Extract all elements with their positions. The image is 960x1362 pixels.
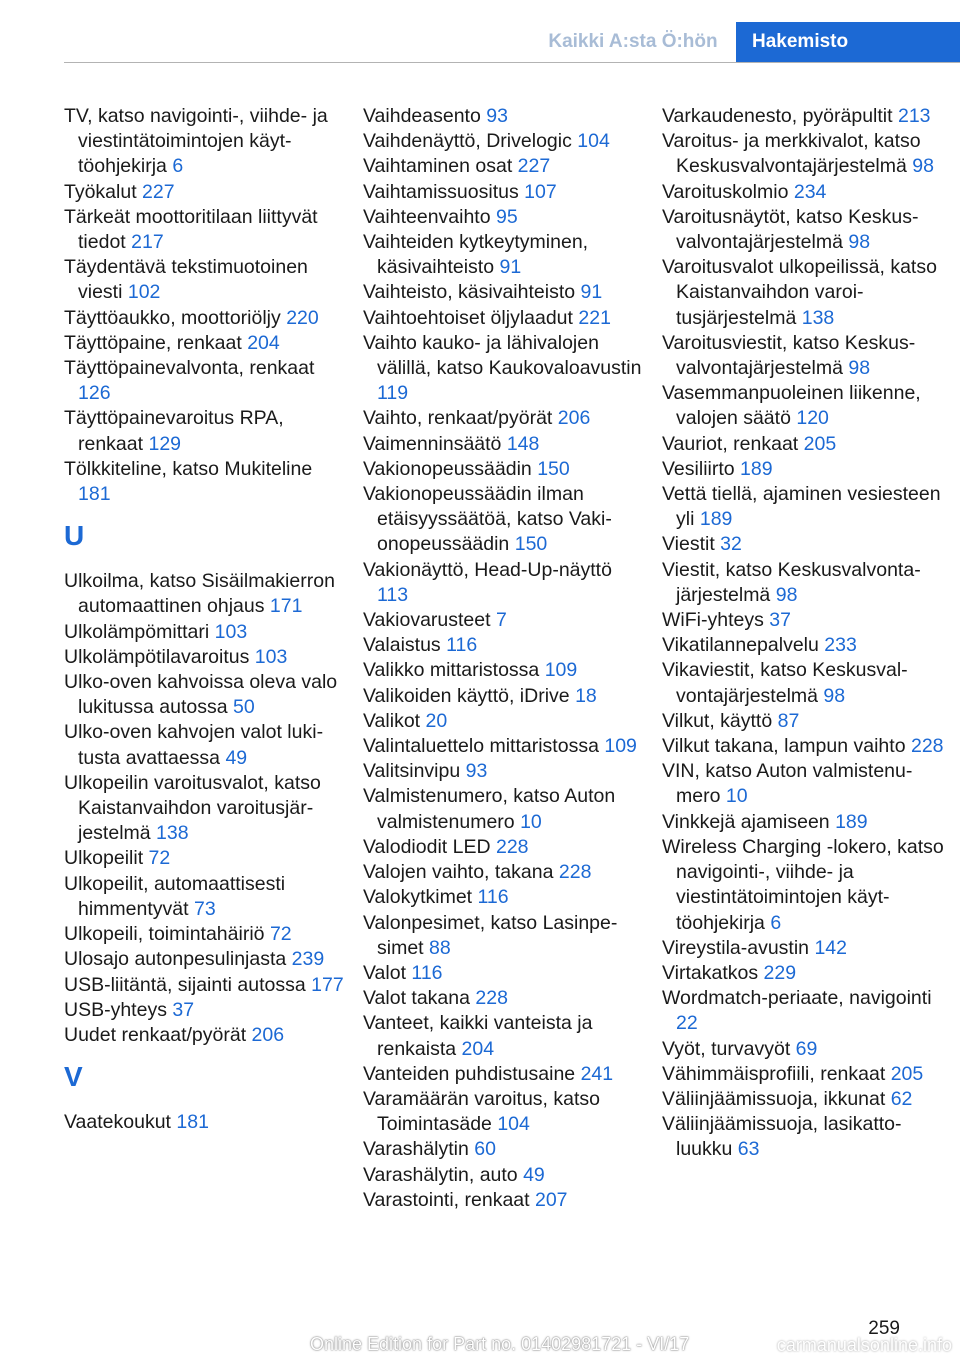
index-entry-text: Vaihteiden kytkeytyminen, käsivaihteisto — [363, 231, 589, 279]
page-reference-link[interactable]: 32 — [720, 533, 742, 556]
index-entry — [363, 961, 645, 986]
index-entry — [363, 180, 645, 205]
page-reference-link[interactable]: 93 — [486, 105, 508, 127]
index-entry-text: Ulkopeili, toimintahäiriö — [64, 923, 265, 946]
index-entry-text: Varoitusvalot ulkopeilissä, katso Kaistanvaihdon varoitusjärjestelmä — [662, 256, 937, 329]
index-entry-text: Ulko-oven kahvoissa oleva valo lukitussa autossa — [64, 671, 338, 719]
index-entry — [662, 558, 944, 608]
page-reference-link[interactable]: 227 — [142, 180, 175, 203]
index-entry — [363, 432, 645, 457]
index-entry-text: Ulko-oven kahvojen valot lukitusta avattaessa — [64, 721, 324, 769]
page-reference-link[interactable]: 228 — [558, 861, 592, 884]
index-entry-text: Vakionopeussäädin — [363, 457, 532, 480]
index-entry-text: Vakionäyttö, Head-Up-näyttö — [363, 558, 612, 581]
page-reference-link[interactable]: 72 — [148, 847, 171, 870]
page-reference-link[interactable]: 113 — [377, 583, 409, 606]
index-entry-text: TV, katso navigointi-, viihde- ja viestintätoimintojen käyttöohjekirja — [64, 105, 328, 178]
index-entry-text: USB-yhteys — [64, 998, 167, 1021]
index-entry-text: Valot takana — [363, 987, 470, 1010]
page-reference-link[interactable]: 104 — [577, 130, 610, 153]
index-entry — [363, 205, 645, 230]
index-entry — [64, 973, 346, 998]
index-entry-text: Vinkkejä ajamiseen — [662, 810, 830, 833]
index-entry-text: Ulkoilma, katso Sisäilmakierron automaattinen ohjaus — [64, 570, 335, 618]
page-reference-link[interactable]: 91 — [580, 281, 603, 304]
page-reference-link[interactable]: 189 — [835, 810, 868, 833]
index-entry-text: Wireless Charging -lokero, katso navigointi-, viihde- ja viestintätoimintojen käyttöohjekirja — [662, 835, 944, 934]
index-entry-text: USB-liitäntä, sijainti autossa — [64, 973, 306, 996]
page-reference-link[interactable]: 98 — [775, 583, 798, 606]
index-entry-text: Vikatilannepalvelu — [662, 634, 819, 657]
index-entry — [662, 180, 944, 205]
index-entry — [363, 759, 645, 784]
index-entry-text: Vettä tiellä, ajaminen vesiesteen yli — [662, 483, 941, 531]
index-entry — [662, 835, 944, 936]
page-reference-link[interactable]: 205 — [890, 1062, 924, 1085]
index-entry-text: Täydentävä tekstimuotoinen viesti — [64, 256, 308, 304]
page-reference-link[interactable]: 227 — [517, 155, 551, 178]
index-entry-text: Vaihdenäyttö, Drivelogic — [363, 130, 572, 153]
page-reference-link[interactable]: 50 — [233, 696, 255, 719]
index-entry — [662, 608, 944, 633]
index-entry-text: Vyöt, turvavyöt — [662, 1037, 791, 1060]
index-entry-text: Ulkolämpömittari — [64, 620, 210, 643]
index-entry-text: Täyttöpaine, renkaat — [64, 331, 242, 354]
index-entry-text: Vilkut takana, lampun vaihto — [662, 735, 906, 758]
page-reference-link[interactable]: 109 — [544, 659, 578, 682]
page-reference-link[interactable]: 205 — [803, 432, 837, 455]
index-entry — [64, 998, 346, 1023]
index-entry-text: Varoitus- ja merkkivalot, katso Keskusvalvontajärjestelmä — [662, 130, 921, 178]
index-entry — [363, 104, 645, 129]
page-reference-link[interactable]: 116 — [411, 961, 443, 984]
index-entry — [662, 709, 944, 734]
page-reference-link[interactable]: 62 — [890, 1087, 913, 1110]
index-entry-text: Viestit, katso Keskusvalvontajärjestelmä — [662, 558, 921, 606]
index-entry-text: Valitsinvipu — [363, 760, 461, 783]
index-letter-heading: U — [64, 520, 85, 552]
page-reference-link[interactable]: 228 — [495, 835, 529, 858]
page-reference-link[interactable]: 206 — [557, 407, 591, 430]
index-entry-text: Varoituskolmio — [662, 180, 789, 203]
index-entry — [64, 180, 346, 205]
index-entry-text: Uudet renkaat/pyörät — [64, 1023, 247, 1046]
index-entry-text: Vilkut, käyttö — [662, 709, 773, 732]
index-entry — [662, 961, 944, 986]
index-entry — [363, 835, 645, 860]
index-entry — [662, 986, 944, 1036]
index-entry — [363, 1011, 645, 1061]
index-entry-text: WiFi-yhteys — [662, 609, 764, 632]
index-entry-text: VIN, katso Auton valmistenumero — [662, 760, 913, 808]
page-reference-link[interactable]: 103 — [214, 620, 248, 643]
page-reference-link[interactable]: 204 — [247, 331, 280, 354]
index-entry-text: Vaihto, renkaat/pyörät — [363, 407, 553, 430]
index-entry-text: Valonpesimet, katso Lasinpesimet — [363, 911, 618, 959]
index-column-1 — [64, 104, 346, 1135]
page-reference-link[interactable]: 171 — [269, 595, 303, 618]
page-reference-link[interactable]: 18 — [575, 684, 597, 707]
tab-index[interactable]: Hakemisto — [736, 22, 960, 62]
page-reference-link[interactable]: 98 — [848, 357, 871, 380]
index-entry-text: Varoitusviestit, katso Keskusvalvontajärjestelmä — [662, 331, 916, 380]
index-entry-text: Varashälytin — [363, 1138, 469, 1161]
page-reference-link[interactable]: 120 — [796, 407, 829, 430]
page-reference-link[interactable]: 87 — [777, 709, 800, 732]
index-entry-text: Vesiliirto — [662, 457, 735, 480]
index-entry — [662, 129, 944, 179]
index-entry-text: Täyttöpainevalvonta, renkaat — [64, 357, 315, 380]
index-entry — [363, 885, 645, 910]
index-entry — [363, 129, 645, 154]
page-reference-link[interactable]: 37 — [172, 998, 195, 1021]
index-entry-text: Valikoiden käyttö, iDrive — [363, 684, 570, 707]
index-entry-text: Virtakatkos — [662, 961, 759, 984]
page-reference-link[interactable]: 20 — [425, 709, 448, 732]
page-reference-link[interactable]: 49 — [523, 1163, 545, 1186]
index-entry — [363, 230, 645, 280]
index-entry — [64, 255, 346, 305]
index-entry — [363, 154, 645, 179]
index-entry-text: Varkaudenesto, pyöräpultit — [662, 105, 893, 127]
index-entry-text: Ulkopeilit — [64, 847, 144, 870]
index-entry — [64, 645, 346, 670]
index-entry — [363, 709, 645, 734]
index-entry-text: Varashälytin, auto — [363, 1163, 518, 1186]
index-entry-text: Valojen vaihto, takana — [363, 861, 554, 884]
index-entry — [363, 1087, 645, 1137]
page-reference-link[interactable]: 241 — [580, 1062, 614, 1085]
index-entry-text: Valikot — [363, 709, 421, 732]
index-entry — [363, 784, 645, 834]
index-entry — [363, 633, 645, 658]
page-reference-link[interactable]: 103 — [254, 645, 288, 668]
page-reference-link[interactable]: 37 — [769, 609, 791, 632]
index-entry-text: Vaihtaminen osat — [363, 155, 513, 178]
index-entry-text: Tärkeät moottoritilaan liittyvät tiedot — [64, 205, 318, 254]
page-reference-link[interactable]: 22 — [676, 1012, 698, 1035]
index-entry — [662, 482, 944, 532]
index-entry-text: Vaatekoukut — [64, 1111, 171, 1134]
index-entry-text: Wordmatch-periaate, navigointi — [662, 987, 932, 1010]
index-entry — [662, 658, 944, 708]
page-reference-link[interactable]: 189 — [699, 508, 733, 531]
index-entry-text: Väliinjäämissuoja, lasikatto-luukku — [662, 1113, 902, 1161]
tab-all-a-to-o[interactable]: Kaikki A:sta Ö:hön — [530, 22, 736, 62]
index-entry — [363, 306, 645, 331]
index-entry — [363, 558, 645, 608]
index-entry-text: Vireystila-avustin — [662, 936, 810, 959]
page-reference-link[interactable]: 181 — [78, 483, 111, 506]
page-reference-link[interactable]: 138 — [156, 822, 189, 845]
index-entry-text: Varamäärän varoitus, katso Toimintasäde — [363, 1087, 600, 1136]
page-reference-link[interactable]: 69 — [795, 1037, 818, 1060]
index-entry — [662, 457, 944, 482]
index-entry — [662, 734, 944, 759]
index-entry-text: Valintaluettelo mittaristossa — [363, 735, 599, 758]
page-reference-link[interactable]: 95 — [496, 205, 518, 228]
index-entry — [64, 620, 346, 645]
page-reference-link[interactable]: 98 — [912, 155, 934, 178]
index-column-3 — [662, 104, 944, 1163]
index-entry-text: Vaihdeasento — [363, 105, 481, 127]
page-reference-link[interactable]: 49 — [225, 746, 248, 769]
page-reference-link[interactable]: 150 — [514, 533, 548, 556]
index-entry — [662, 1062, 944, 1087]
index-entry-text: Vaihto kauko- ja lähivalojen välillä, katso Kaukovaloavustin — [363, 331, 642, 380]
index-entry-text: Vasemmanpuoleinen liikenne, valojen säätö — [662, 382, 921, 430]
page-number: 259 — [868, 1318, 900, 1339]
page-reference-link[interactable]: 229 — [763, 961, 797, 984]
index-entry-text: Ulosajo autonpesulinjasta — [64, 948, 287, 971]
index-entry-text: Vaihteisto, käsivaihteisto — [363, 281, 576, 304]
index-entry — [64, 922, 346, 947]
index-entry — [64, 947, 346, 972]
footer-edition-text: Online Edition for Part no. 01402981721 - VI/17 — [310, 1334, 690, 1354]
index-entry-text: Vaihteenvaihto — [363, 205, 491, 228]
index-entry — [662, 331, 944, 381]
page-reference-link[interactable]: 177 — [311, 973, 344, 996]
index-entry — [64, 104, 346, 180]
page-reference-link[interactable]: 213 — [897, 105, 931, 127]
page-reference-link[interactable]: 7 — [495, 609, 507, 632]
index-entry — [662, 381, 944, 431]
page-reference-link[interactable]: 6 — [770, 911, 782, 934]
index-entry — [662, 1087, 944, 1112]
page-reference-link[interactable]: 228 — [475, 987, 508, 1010]
index-entry — [363, 911, 645, 961]
index-entry — [363, 482, 645, 558]
watermark: carmanualsonline.info — [776, 1335, 952, 1355]
page-reference-link[interactable]: 109 — [604, 735, 637, 758]
index-entry — [64, 872, 346, 922]
index-entry-text: Varastointi, renkaat — [363, 1188, 530, 1211]
index-entry — [64, 356, 346, 406]
header-divider — [64, 62, 960, 63]
index-entry-text: Valokytkimet — [363, 886, 473, 909]
page-reference-link[interactable]: 181 — [176, 1111, 209, 1134]
index-entry — [662, 432, 944, 457]
index-entry — [662, 1037, 944, 1062]
index-entry — [363, 1188, 645, 1213]
index-entry-text: Täyttöaukko, moottoriöljy — [64, 306, 281, 329]
page-reference-link[interactable]: 104 — [497, 1113, 530, 1136]
index-entry — [662, 532, 944, 557]
page-reference-link[interactable]: 239 — [291, 948, 325, 971]
index-letter-heading: V — [64, 1061, 83, 1093]
index-entry — [64, 306, 346, 331]
index-entry-text: Ulkolämpötilavaroitus — [64, 645, 250, 668]
index-entry — [363, 684, 645, 709]
index-entry — [363, 860, 645, 885]
index-entry — [363, 1137, 645, 1162]
page-reference-link[interactable]: 102 — [127, 281, 161, 304]
index-entry — [662, 255, 944, 331]
page-reference-link[interactable]: 138 — [801, 306, 835, 329]
index-entry — [662, 936, 944, 961]
index-entry-text: Varoitusnäytöt, katso Keskusvalvontajärjestelmä — [662, 205, 919, 254]
index-entry-text: Valikko mittaristossa — [363, 659, 540, 682]
page-reference-link[interactable]: 88 — [429, 936, 451, 959]
index-entry — [363, 986, 645, 1011]
index-entry — [64, 457, 346, 507]
page-reference-link[interactable]: 116 — [446, 634, 478, 657]
index-entry-text: Valaistus — [363, 634, 441, 657]
index-entry — [363, 734, 645, 759]
page-reference-link[interactable]: 204 — [461, 1037, 495, 1060]
page-reference-link[interactable]: 234 — [793, 180, 827, 203]
index-entry — [64, 1110, 346, 1135]
index-entry — [662, 759, 944, 809]
page-reference-link[interactable]: 129 — [148, 432, 182, 455]
page-reference-link[interactable]: 91 — [499, 256, 522, 279]
index-entry-text: Valot — [363, 961, 406, 984]
index-entry — [662, 205, 944, 255]
page-reference-link[interactable]: 93 — [465, 760, 488, 783]
page-reference-link[interactable]: 228 — [910, 735, 944, 758]
page-reference-link[interactable]: 98 — [823, 684, 846, 707]
index-entry — [662, 104, 944, 129]
page-reference-link[interactable]: 148 — [506, 432, 540, 455]
index-entry — [662, 1112, 944, 1162]
page-reference-link[interactable]: 220 — [286, 306, 319, 329]
index-entry — [64, 846, 346, 871]
page-reference-link[interactable]: 207 — [534, 1188, 568, 1211]
index-entry — [363, 280, 645, 305]
index-entry-text: Ulkopeilit, automaattisesti himmentyvät — [64, 872, 286, 920]
page-reference-link[interactable]: 10 — [520, 810, 542, 833]
index-entry-text: Täyttöpainevaroitus RPA, renkaat — [64, 407, 284, 455]
page-reference-link[interactable]: 126 — [78, 382, 111, 405]
page-reference-link[interactable]: 10 — [725, 785, 748, 808]
index-entry-text: Väliinjäämissuoja, ikkunat — [662, 1087, 886, 1110]
index-entry-text: Vikaviestit, katso Keskusvalvontajärjestelmä — [662, 659, 908, 707]
index-entry-text: Vaihtoehtoiset öljylaadut — [363, 306, 573, 329]
index-entry — [64, 720, 346, 770]
page-reference-link[interactable]: 6 — [172, 155, 184, 178]
index-entry-text: Valmistenumero, katso Auton valmistenumero — [363, 785, 616, 833]
index-entry-text: Vakionopeussäädin ilman etäisyyssäätöä, katso Vakionopeussäädin — [363, 483, 612, 556]
index-entry — [363, 331, 645, 407]
page-reference-link[interactable]: 189 — [740, 457, 773, 480]
page-reference-link[interactable]: 116 — [477, 886, 509, 909]
page-reference-link[interactable]: 73 — [193, 897, 216, 920]
page-reference-link[interactable]: 60 — [474, 1138, 496, 1161]
index-entry — [363, 1062, 645, 1087]
index-entry-text: Vaihtamissuositus — [363, 180, 519, 203]
page-reference-link[interactable]: 119 — [377, 382, 409, 405]
index-entry-text: Valodiodit LED — [363, 835, 491, 858]
index-entry — [363, 1163, 645, 1188]
index-entry-text: Vanteet, kaikki vanteista ja renkaista — [363, 1012, 593, 1060]
page-reference-link[interactable]: 221 — [578, 306, 611, 329]
index-entry — [363, 457, 645, 482]
index-entry — [64, 1023, 346, 1048]
index-entry-text: Tölkkiteline, katso Mukiteline — [64, 457, 313, 480]
index-entry — [64, 205, 346, 255]
index-entry — [363, 406, 645, 431]
page-reference-link[interactable]: 72 — [269, 923, 292, 946]
index-entry-text: Vakiovarusteet — [363, 609, 491, 632]
page-reference-link[interactable]: 63 — [737, 1138, 760, 1161]
index-entry-text: Työkalut — [64, 180, 137, 203]
index-entry — [64, 771, 346, 847]
index-entry — [64, 406, 346, 456]
index-entry — [64, 569, 346, 619]
index-entry-text: Vauriot, renkaat — [662, 432, 799, 455]
index-entry — [64, 331, 346, 356]
page-reference-link[interactable]: 206 — [251, 1023, 285, 1046]
page-reference-link[interactable]: 150 — [537, 457, 570, 480]
index-entry-text: Vähimmäisprofiili, renkaat — [662, 1062, 886, 1085]
index-entry — [64, 670, 346, 720]
index-entry-text: Viestit — [662, 533, 715, 556]
page-reference-link[interactable]: 217 — [131, 231, 164, 254]
index-entry — [363, 658, 645, 683]
index-entry-text: Ulkopeilin varoitusvalot, katso Kaistanvaihdon varoitusjärjestelmä — [64, 771, 321, 845]
page-reference-link[interactable]: 233 — [824, 634, 857, 657]
index-entry-text: Vaimenninsäätö — [363, 432, 502, 455]
page-reference-link[interactable]: 107 — [524, 180, 557, 203]
index-entry — [662, 810, 944, 835]
page-reference-link[interactable]: 142 — [814, 936, 847, 959]
index-entry-text: Vanteiden puhdistusaine — [363, 1062, 576, 1085]
index-entry — [662, 633, 944, 658]
index-column-2 — [363, 104, 645, 1213]
index-entry — [363, 608, 645, 633]
page-reference-link[interactable]: 98 — [848, 231, 871, 254]
